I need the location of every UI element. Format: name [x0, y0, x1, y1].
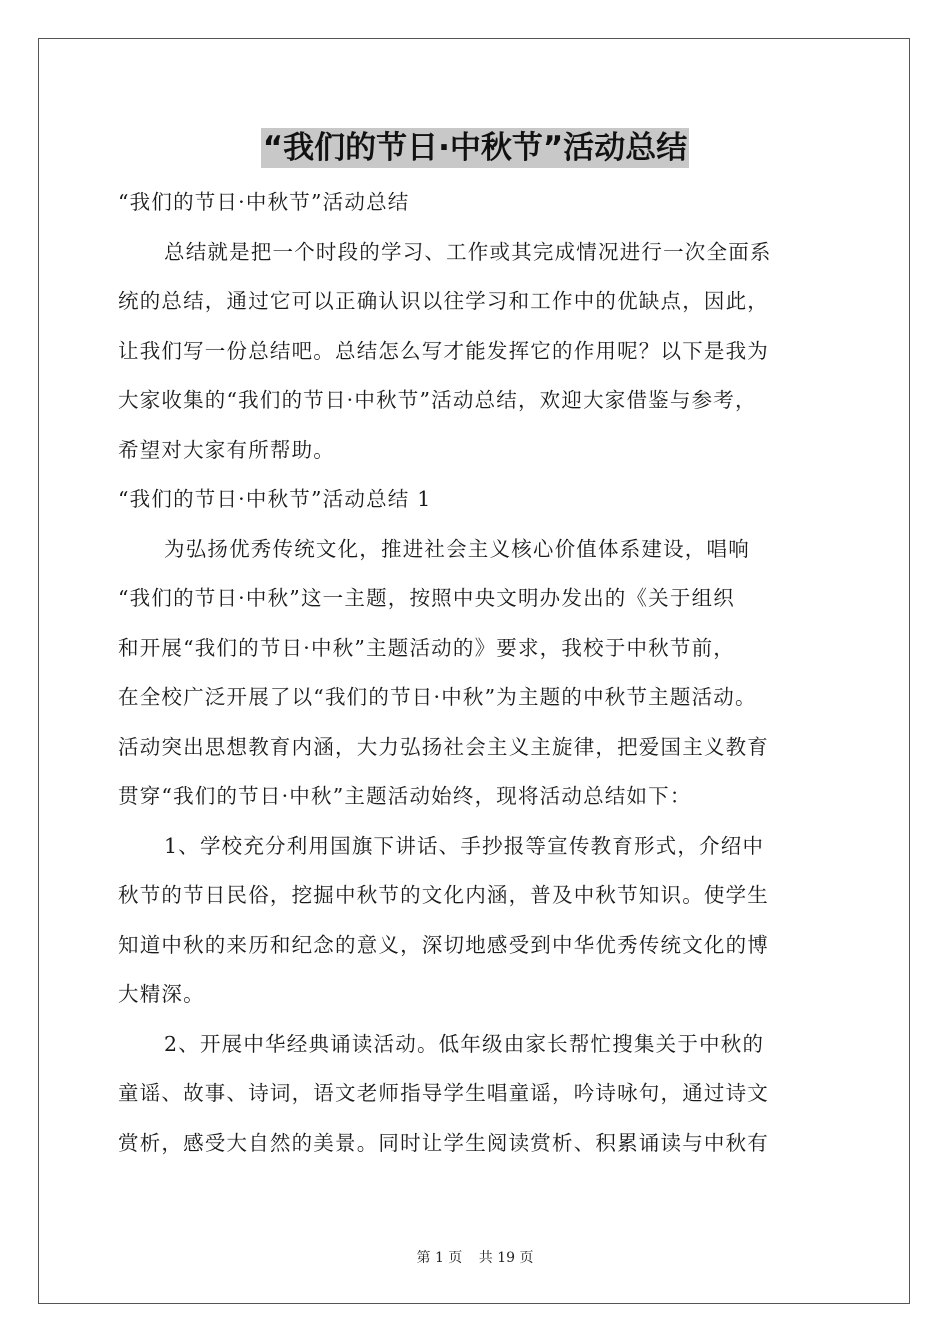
- text-line: 在全校广泛开展了以“我们的节日·中秋”为主题的中秋节主题活动。: [118, 685, 757, 709]
- document-title: “我们的节日·中秋节”活动总结: [262, 130, 688, 166]
- text-line: 2、开展中华经典诵读活动。低年级由家长帮忙搜集关于中秋的: [164, 1031, 765, 1056]
- text-line: 知道中秋的来历和纪念的意义，深切地感受到中华优秀传统文化的博: [118, 932, 769, 957]
- text-line: 贯穿“我们的节日·中秋”主题活动始终，现将活动总结如下：: [118, 784, 692, 808]
- text-line: 大家收集的“我们的节日·中秋节”活动总结，欢迎大家借鉴与参考，: [118, 388, 757, 412]
- document-body: [118, 178, 858, 1168]
- title-container: [0, 128, 950, 168]
- text-line: 童谣、故事、诗词，语文老师指导学生唱童谣，吟诗咏句，通过诗文: [118, 1081, 769, 1105]
- page-footer: [0, 1247, 950, 1267]
- text-line: 希望对大家有所帮助。: [118, 437, 335, 462]
- page-number-current: 第 1 页: [416, 1250, 463, 1266]
- text-line: 统的总结，通过它可以正确认识以往学习和工作中的优缺点，因此，: [118, 289, 769, 313]
- text-line: 活动突出思想教育内涵，大力弘扬社会主义主旋律，把爱国主义教育: [118, 734, 769, 759]
- text-line: 大精深。: [118, 982, 205, 1006]
- text-line: 赏析，感受大自然的美景。同时让学生阅读赏析、积累诵读与中秋有: [118, 1130, 769, 1155]
- text-line: 和开展“我们的节日·中秋”主题活动的》要求，我校于中秋节前，: [118, 635, 735, 660]
- text-line: “我们的节日·中秋节”活动总结 1: [118, 487, 432, 511]
- text-line: “我们的节日·中秋”这一主题，按照中央文明办发出的《关于组织: [118, 586, 735, 610]
- page-number-total: 共 19 页: [478, 1250, 534, 1266]
- text-line: “我们的节日·中秋节”活动总结: [118, 190, 410, 214]
- text-line: 总结就是把一个时段的学习、工作或其完成情况进行一次全面系: [164, 239, 772, 264]
- text-line: 让我们写一份总结吧。总结怎么写才能发挥它的作用呢？以下是我为: [118, 338, 769, 363]
- text-line: 秋节的节日民俗，挖掘中秋节的文化内涵，普及中秋节知识。使学生: [118, 883, 769, 907]
- text-line: 为弘扬优秀传统文化，推进社会主义核心价值体系建设，唱响: [164, 536, 750, 561]
- text-line: 1、学校充分利用国旗下讲话、手抄报等宣传教育形式，介绍中: [164, 833, 765, 858]
